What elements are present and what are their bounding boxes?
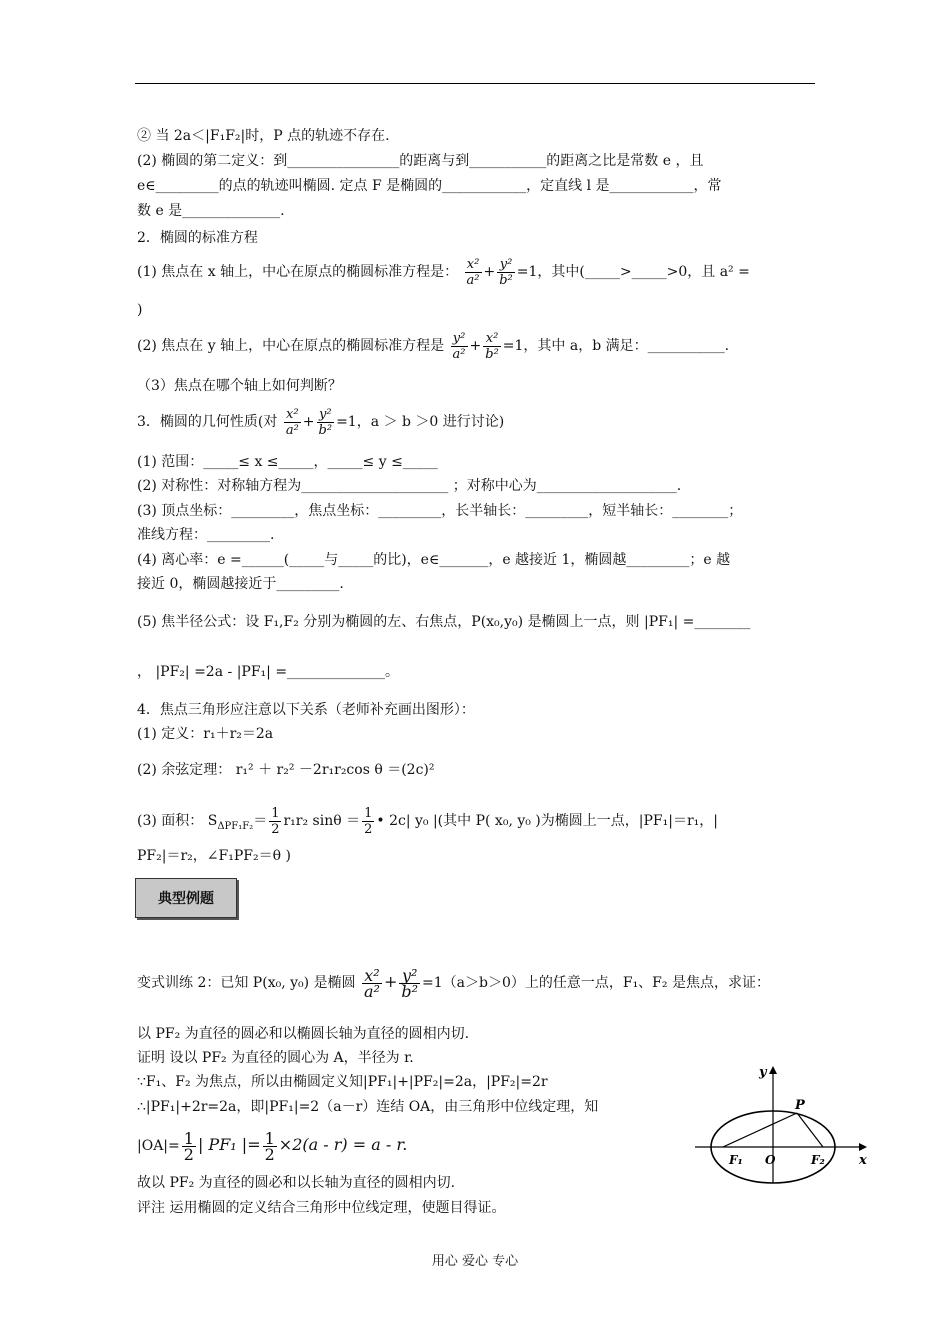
text-line: (1) 范围：_____≤ x ≤_____，_____≤ y ≤_____ [137, 454, 438, 470]
text: r₁r₂ sinθ ＝ [283, 813, 361, 829]
f2-label: F₂ [811, 1153, 825, 1167]
text-line: 故以 PF₂ 为直径的圆必和以长轴为直径的圆相内切. [137, 1175, 456, 1191]
text-line: ② 当 2a＜|F₁F₂|时，P 点的轨迹不存在. [137, 128, 390, 144]
text-line: (2) 对称性：对称轴方程为_____________________ ；对称中心为____________________. [137, 478, 682, 494]
text-line: 证明 设以 PF₂ 为直径的圆心为 A，半径为 r. [137, 1050, 414, 1066]
text-line: 数 e 是______________. [137, 203, 285, 219]
text-line: ， |PF₂| =2a - |PF₁| =______________。 [137, 664, 400, 680]
f1-label: F₁ [729, 1153, 743, 1167]
fraction: $\frac{\text{y²}}{\text{b²}}$ [401, 965, 418, 1001]
text-line: ∵F₁、F₂ 为焦点，所以由椭圆定义知|PF₁|+|PF₂|=2a，|PF₂|=2r [137, 1074, 548, 1090]
text: ×2(a - r) = a - r. [278, 1135, 408, 1154]
text-line: e∈_________的点的轨迹叫椭圆. 定点 F 是椭圆的____________，定直线 l 是____________，常 [137, 178, 722, 194]
p-label: P [795, 1098, 805, 1113]
text: (1) 焦点在 x 轴上，中心在原点的椭圆标准方程是： [137, 264, 459, 280]
text: =1（a＞b＞0）上的任意一点，F₁、F₂ 是焦点，求证： [422, 975, 770, 991]
text-line: (5) 焦半径公式：设 F₁,F₂ 分别为椭圆的左、右焦点，P(x₀,y₀) 是椭圆上一点，则 |PF₁| =________ [137, 614, 751, 630]
equation-line: (1) 焦点在 x 轴上，中心在原点的椭圆标准方程是： $\frac{\text{x²}}{\text{a²}}$ + $\frac{\text{y²}}{\text{b²}}$ =1，其中(_____>_____>0，且 a² = [137, 256, 750, 288]
subscript: ΔPF₁F₂ [217, 820, 254, 832]
section-heading: 4．焦点三角形应注意以下关系（老师补充画出图形）： [137, 702, 475, 718]
text: 变式训练 2：已知 P(x₀, y₀) 是椭圆 [137, 975, 356, 991]
fraction: $\frac{\text{y²}}{\text{a²}}$ [452, 330, 466, 362]
fraction: $\frac{1}{2}$ [183, 1128, 194, 1164]
text-line: (1) 定义：r₁＋r₂＝2a [137, 726, 274, 742]
text-line: (2) 椭圆的第二定义：到________________的距离与到___________的距离之比是常数 e ，且 [137, 153, 704, 169]
section-label-box: 典型例题 [135, 878, 237, 918]
text-line: 准线方程：_________. [137, 527, 275, 543]
equation-line: 3．椭圆的几何性质(对 $\frac{\text{x²}}{\text{a²}}$ + $\frac{\text{y²}}{\text{b²}}$ =1，a ＞ b ＞0 进行讨论) [137, 406, 505, 438]
text-line: ) [137, 302, 143, 318]
text-line: 接近 0，椭圆越接近于_________. [137, 576, 344, 592]
fraction: $\frac{\text{x²}}{\text{a²}}$ [285, 406, 299, 438]
text-line: (3) 顶点坐标：_________，焦点坐标：_________，长半轴长：_________，短半轴长：________； [137, 503, 743, 519]
text-line: 评注 运用椭圆的定义结合三角形中位线定理，使题目得证。 [137, 1200, 506, 1216]
o-label: O [765, 1153, 776, 1167]
fraction: $\frac{1}{2}$ [271, 805, 280, 837]
fraction: $\frac{\text{x²}}{\text{a²}}$ [363, 965, 380, 1001]
text-line: （3）焦点在哪个轴上如何判断？ [137, 378, 342, 394]
text-line: (4) 离心率：e =______(_____与_____的比)，e∈_______，e 越接近 1，椭圆越_________；e 越 [137, 552, 731, 568]
y-axis-arrow [769, 1066, 777, 1074]
text: (2) 焦点在 y 轴上，中心在原点的椭圆标准方程是 [137, 338, 445, 354]
equation-line: 变式训练 2：已知 P(x₀, y₀) 是椭圆 $\frac{\text{x²}}{\text{a²}}$ + $\frac{\text{y²}}{\text{b²}}$ =1（a＞b＞0）上的任意一点，F₁、F₂ 是焦点，求证： [137, 965, 770, 1001]
fraction: $\frac{\text{x²}}{\text{a²}}$ [466, 256, 480, 288]
fraction: $\frac{\text{y²}}{\text{b²}}$ [499, 256, 513, 288]
text: | PF₁ |= [197, 1135, 261, 1154]
equation-line: (3) 面积： $S_{\Delta PF_1F_2}=$ $\frac{1}{2}$ r₁r₂ sinθ ＝ $\frac{1}{2}$ • 2c| y₀ |(其中 P( x₀, y₀ )为椭圆上一点，|PF₁|＝r₁，| [137, 805, 718, 837]
text: |OA|= [137, 1138, 180, 1154]
fraction: $\frac{1}{2}$ [364, 805, 373, 837]
text-line: 以 PF₂ 为直径的圆必和以椭圆长轴为直径的圆相内切. [137, 1026, 470, 1042]
ellipse-figure [695, 1065, 870, 1190]
header-rule [135, 83, 815, 84]
equation-line: (2) 焦点在 y 轴上，中心在原点的椭圆标准方程是 $\frac{\text{y²}}{\text{a²}}$ + $\frac{\text{x²}}{\text{b²}}$ =1，其中 a，b 满足：___________. [137, 330, 730, 362]
text-line: ∴|PF₁|+2r=2a，即|PF₁|=2（a－r）连结 OA，由三角形中位线定理，知 [137, 1099, 599, 1115]
section-heading: 2．椭圆的标准方程 [137, 230, 258, 246]
fraction: $\frac{\text{x²}}{\text{b²}}$ [485, 330, 499, 362]
x-label: x [859, 1153, 867, 1168]
text: =1，其中 a，b 满足：___________. [502, 338, 730, 354]
y-label: y [759, 1065, 767, 1080]
text-line: PF₂|＝r₂，∠F₁PF₂＝θ ) [137, 848, 291, 864]
text: (3) 面积： S [137, 813, 218, 829]
text: 3．椭圆的几何性质(对 [137, 414, 278, 430]
fraction: $\frac{1}{2}$ [264, 1128, 275, 1164]
equation-line [137, 1124, 407, 1167]
x-axis-arrow [859, 1143, 867, 1151]
fraction: $\frac{\text{y²}}{\text{b²}}$ [318, 406, 333, 438]
page-footer: 用心 爱心 专心 [431, 1254, 519, 1269]
text: =1，其中(_____>_____>0，且 a² = [516, 264, 750, 280]
text-line: (2) 余弦定理： r₁² ＋ r₂² －2r₁r₂cos θ ＝(2c)² [137, 762, 435, 778]
text: =1，a ＞ b ＞0 进行讨论) [336, 414, 505, 430]
text: • 2c| y₀ |(其中 P( x₀, y₀ )为椭圆上一点，|PF₁|＝r₁，| [376, 813, 718, 829]
